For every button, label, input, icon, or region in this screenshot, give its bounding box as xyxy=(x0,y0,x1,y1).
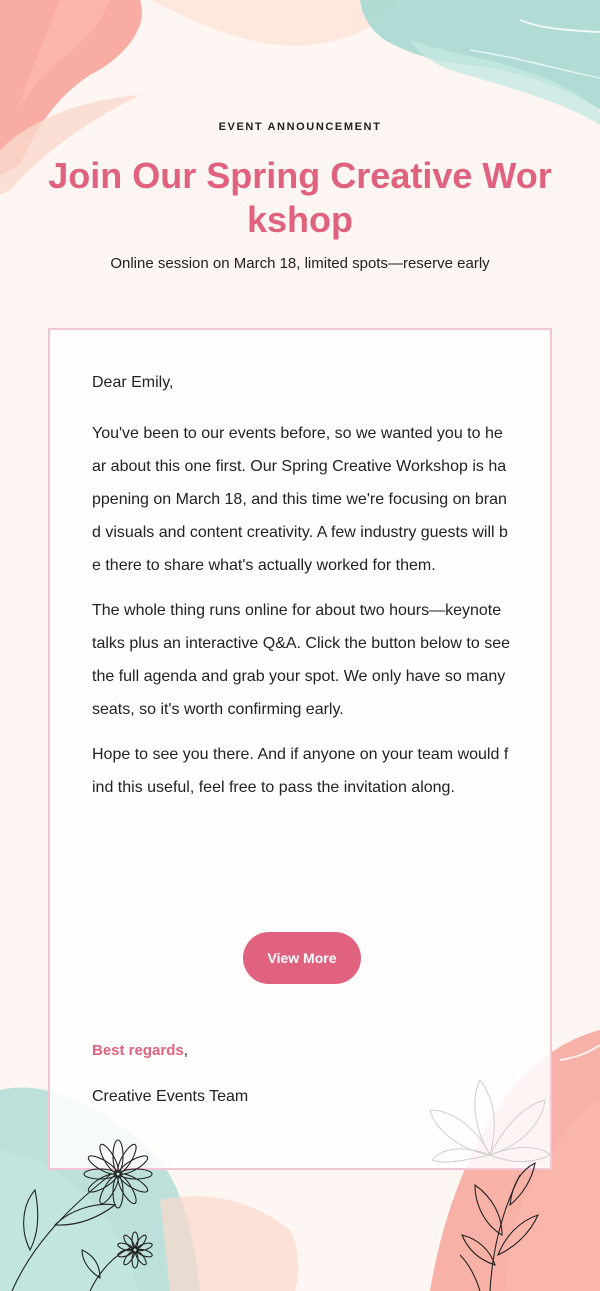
greeting: Dear Emily, xyxy=(92,374,174,391)
body-paragraph: The whole thing runs online for about two hours—keynote talks plus an interactive Q&A. Click the button below to see the full agenda and grab your spot. We only have so many seats, so it's worth confirming early. xyxy=(92,602,510,718)
signoff-text: Best regards xyxy=(92,1042,184,1059)
letter-card xyxy=(48,328,552,1170)
event-kicker: EVENT ANNOUNCEMENT xyxy=(218,121,382,133)
signoff-punctuation: , xyxy=(183,1042,188,1059)
letter-body xyxy=(92,373,510,816)
page-title: Join Our Spring Creative Workshop xyxy=(48,155,552,240)
body-paragraph: You've been to our events before, so we wanted you to hear about this one first. Our Spring Creative Workshop is happening on March 18, and this time we're focusing on brand visuals and content creativity. A few industry guests will be there to share what's actually worked for them. xyxy=(92,425,508,574)
signoff xyxy=(92,1042,188,1059)
event-subtitle: Online session on March 18, limited spots—reserve early xyxy=(110,255,490,272)
body-paragraph: Hope to see you there. And if anyone on your team would find this useful, feel free to pass the invitation along. xyxy=(92,746,509,796)
view-more-button[interactable]: View More xyxy=(243,932,361,984)
signature-team: Creative Events Team xyxy=(92,1088,249,1105)
